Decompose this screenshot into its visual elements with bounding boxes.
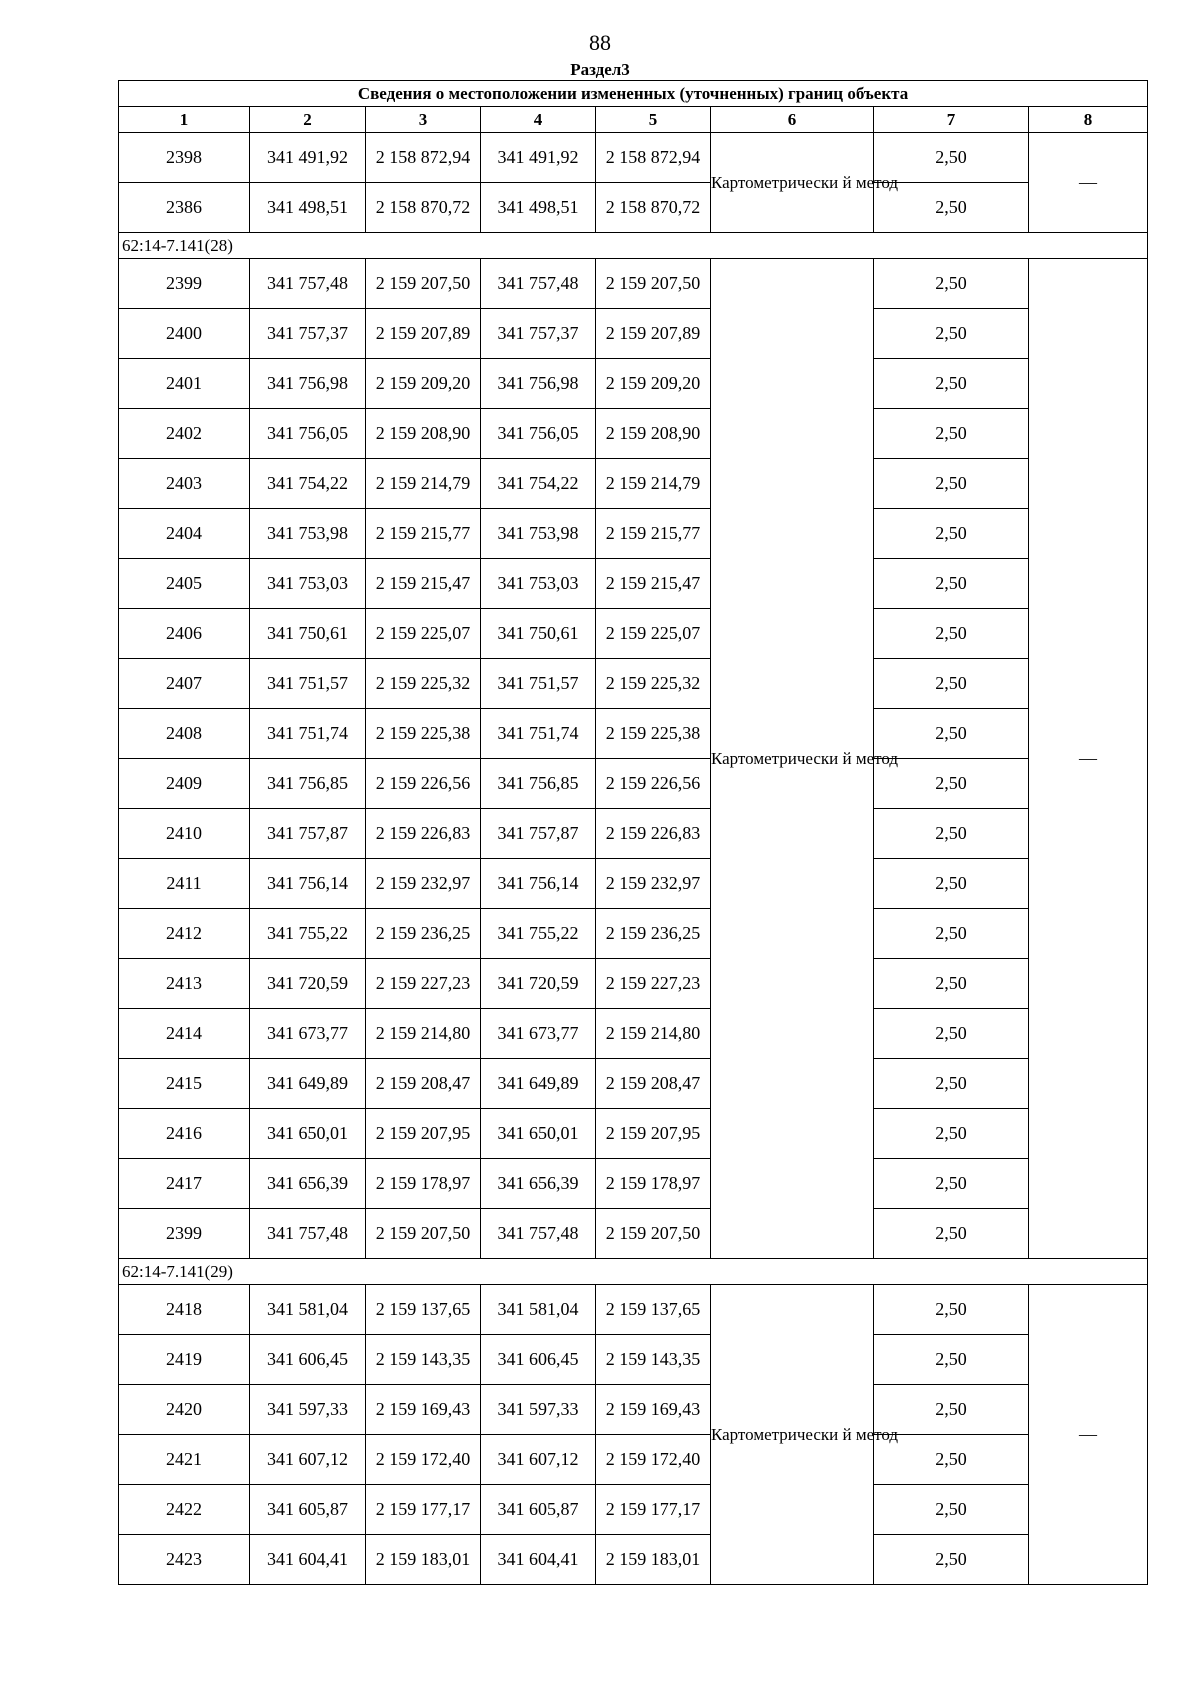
x-coordinate-cell: 341 751,57 (481, 659, 596, 709)
y-coordinate-cell: 2 159 137,65 (366, 1285, 481, 1335)
y-coordinate-cell: 2 159 236,25 (366, 909, 481, 959)
x-coordinate-cell: 341 656,39 (481, 1159, 596, 1209)
x-coordinate-cell: 341 673,77 (481, 1009, 596, 1059)
accuracy-cell: 2,50 (874, 709, 1029, 759)
x-coordinate-cell: 341 756,14 (250, 859, 366, 909)
x-coordinate-cell: 341 649,89 (250, 1059, 366, 1109)
y-coordinate-cell: 2 159 215,47 (596, 559, 711, 609)
point-number-cell: 2386 (119, 183, 250, 233)
x-coordinate-cell: 341 753,98 (250, 509, 366, 559)
column-number: 3 (366, 107, 481, 133)
x-coordinate-cell: 341 581,04 (481, 1285, 596, 1335)
x-coordinate-cell: 341 597,33 (250, 1385, 366, 1435)
y-coordinate-cell: 2 159 208,90 (596, 409, 711, 459)
description-cell: — (1029, 1285, 1148, 1585)
section-title: Раздел3 (570, 60, 630, 79)
y-coordinate-cell: 2 159 214,79 (366, 459, 481, 509)
point-number-cell: 2402 (119, 409, 250, 459)
point-number-cell: 2417 (119, 1159, 250, 1209)
x-coordinate-cell: 341 597,33 (481, 1385, 596, 1435)
x-coordinate-cell: 341 751,74 (250, 709, 366, 759)
x-coordinate-cell: 341 605,87 (250, 1485, 366, 1535)
point-number-cell: 2414 (119, 1009, 250, 1059)
point-number-cell: 2422 (119, 1485, 250, 1535)
accuracy-cell: 2,50 (874, 659, 1029, 709)
y-coordinate-cell: 2 159 226,56 (366, 759, 481, 809)
y-coordinate-cell: 2 159 207,89 (596, 309, 711, 359)
group-row (119, 1259, 1148, 1285)
accuracy-cell: 2,50 (874, 1009, 1029, 1059)
y-coordinate-cell: 2 159 225,07 (366, 609, 481, 659)
point-number-cell: 2410 (119, 809, 250, 859)
accuracy-cell: 2,50 (874, 259, 1029, 309)
table-row (119, 959, 1148, 1009)
x-coordinate-cell: 341 756,98 (250, 359, 366, 409)
y-coordinate-cell: 2 159 169,43 (366, 1385, 481, 1435)
y-coordinate-cell: 2 159 226,83 (596, 809, 711, 859)
x-coordinate-cell: 341 757,48 (250, 259, 366, 309)
x-coordinate-cell: 341 757,48 (481, 259, 596, 309)
point-number-cell: 2420 (119, 1385, 250, 1435)
y-coordinate-cell: 2 159 172,40 (596, 1435, 711, 1485)
x-coordinate-cell: 341 650,01 (481, 1109, 596, 1159)
x-coordinate-cell: 341 757,48 (250, 1209, 366, 1259)
y-coordinate-cell: 2 159 214,80 (366, 1009, 481, 1059)
group-row (119, 233, 1148, 259)
accuracy-cell: 2,50 (874, 1109, 1029, 1159)
y-coordinate-cell: 2 159 143,35 (366, 1335, 481, 1385)
x-coordinate-cell: 341 498,51 (481, 183, 596, 233)
accuracy-cell: 2,50 (874, 1159, 1029, 1209)
table-row (119, 409, 1148, 459)
table-row (119, 1059, 1148, 1109)
x-coordinate-cell: 341 754,22 (481, 459, 596, 509)
y-coordinate-cell: 2 158 870,72 (596, 183, 711, 233)
accuracy-cell: 2,50 (874, 459, 1029, 509)
accuracy-cell: 2,50 (874, 183, 1029, 233)
point-number-cell: 2405 (119, 559, 250, 609)
column-number: 2 (250, 107, 366, 133)
table-row (119, 1485, 1148, 1535)
method-cell: Картометрически й метод (711, 1285, 874, 1585)
x-coordinate-cell: 341 656,39 (250, 1159, 366, 1209)
y-coordinate-cell: 2 159 207,50 (596, 259, 711, 309)
y-coordinate-cell: 2 159 177,17 (366, 1485, 481, 1535)
table-row (119, 809, 1148, 859)
x-coordinate-cell: 341 491,92 (250, 133, 366, 183)
point-number-cell: 2418 (119, 1285, 250, 1335)
point-number-cell: 2416 (119, 1109, 250, 1159)
y-coordinate-cell: 2 159 232,97 (366, 859, 481, 909)
y-coordinate-cell: 2 159 178,97 (596, 1159, 711, 1209)
y-coordinate-cell: 2 159 215,77 (366, 509, 481, 559)
y-coordinate-cell: 2 159 169,43 (596, 1385, 711, 1435)
x-coordinate-cell: 341 755,22 (481, 909, 596, 959)
table-row (119, 133, 1148, 183)
table-row (119, 1009, 1148, 1059)
column-number: 5 (596, 107, 711, 133)
table-row (119, 1385, 1148, 1435)
x-coordinate-cell: 341 750,61 (250, 609, 366, 659)
x-coordinate-cell: 341 607,12 (250, 1435, 366, 1485)
table-row (119, 909, 1148, 959)
point-number-cell: 2423 (119, 1535, 250, 1585)
accuracy-cell: 2,50 (874, 1285, 1029, 1335)
accuracy-cell: 2,50 (874, 559, 1029, 609)
y-coordinate-cell: 2 158 872,94 (366, 133, 481, 183)
y-coordinate-cell: 2 159 207,95 (366, 1109, 481, 1159)
accuracy-cell: 2,50 (874, 1209, 1029, 1259)
accuracy-cell: 2,50 (874, 509, 1029, 559)
y-coordinate-cell: 2 159 226,83 (366, 809, 481, 859)
accuracy-cell: 2,50 (874, 1435, 1029, 1485)
table-row (119, 1535, 1148, 1585)
y-coordinate-cell: 2 159 225,32 (596, 659, 711, 709)
table-body (119, 133, 1148, 1585)
y-coordinate-cell: 2 159 225,38 (366, 709, 481, 759)
coordinates-table (118, 80, 1148, 1585)
accuracy-cell: 2,50 (874, 1059, 1029, 1109)
table-row (119, 359, 1148, 409)
y-coordinate-cell: 2 159 207,50 (596, 1209, 711, 1259)
accuracy-cell: 2,50 (874, 609, 1029, 659)
column-number: 1 (119, 107, 250, 133)
table-row (119, 1109, 1148, 1159)
table-row (119, 609, 1148, 659)
x-coordinate-cell: 341 581,04 (250, 1285, 366, 1335)
y-coordinate-cell: 2 159 207,50 (366, 259, 481, 309)
point-number-cell: 2399 (119, 1209, 250, 1259)
point-number-cell: 2415 (119, 1059, 250, 1109)
accuracy-cell: 2,50 (874, 309, 1029, 359)
x-coordinate-cell: 341 756,98 (481, 359, 596, 409)
column-number-row (119, 107, 1148, 133)
x-coordinate-cell: 341 757,37 (481, 309, 596, 359)
y-coordinate-cell: 2 159 208,47 (366, 1059, 481, 1109)
x-coordinate-cell: 341 650,01 (250, 1109, 366, 1159)
method-cell: Картометрически й метод (711, 259, 874, 1259)
x-coordinate-cell: 341 606,45 (250, 1335, 366, 1385)
x-coordinate-cell: 341 757,87 (481, 809, 596, 859)
accuracy-cell: 2,50 (874, 909, 1029, 959)
point-number-cell: 2412 (119, 909, 250, 959)
y-coordinate-cell: 2 159 226,56 (596, 759, 711, 809)
y-coordinate-cell: 2 159 183,01 (366, 1535, 481, 1585)
x-coordinate-cell: 341 756,85 (481, 759, 596, 809)
x-coordinate-cell: 341 606,45 (481, 1335, 596, 1385)
accuracy-cell: 2,50 (874, 809, 1029, 859)
column-number: 6 (711, 107, 874, 133)
y-coordinate-cell: 2 159 215,77 (596, 509, 711, 559)
group-label: 62:14-7.141(29) (119, 1259, 1148, 1285)
description-cell: — (1029, 133, 1148, 233)
y-coordinate-cell: 2 159 214,79 (596, 459, 711, 509)
table-row (119, 183, 1148, 233)
x-coordinate-cell: 341 605,87 (481, 1485, 596, 1535)
point-number-cell: 2411 (119, 859, 250, 909)
point-number-cell: 2399 (119, 259, 250, 309)
x-coordinate-cell: 341 604,41 (250, 1535, 366, 1585)
point-number-cell: 2403 (119, 459, 250, 509)
y-coordinate-cell: 2 158 870,72 (366, 183, 481, 233)
point-number-cell: 2407 (119, 659, 250, 709)
x-coordinate-cell: 341 755,22 (250, 909, 366, 959)
x-coordinate-cell: 341 491,92 (481, 133, 596, 183)
column-number: 4 (481, 107, 596, 133)
y-coordinate-cell: 2 159 177,17 (596, 1485, 711, 1535)
x-coordinate-cell: 341 757,37 (250, 309, 366, 359)
accuracy-cell: 2,50 (874, 1485, 1029, 1535)
accuracy-cell: 2,50 (874, 959, 1029, 1009)
y-coordinate-cell: 2 159 214,80 (596, 1009, 711, 1059)
point-number-cell: 2419 (119, 1335, 250, 1385)
point-number-cell: 2413 (119, 959, 250, 1009)
y-coordinate-cell: 2 159 209,20 (596, 359, 711, 409)
table-row (119, 1285, 1148, 1335)
y-coordinate-cell: 2 159 225,32 (366, 659, 481, 709)
point-number-cell: 2421 (119, 1435, 250, 1485)
table-row (119, 559, 1148, 609)
page-number: 88 (589, 30, 611, 55)
y-coordinate-cell: 2 159 236,25 (596, 909, 711, 959)
table-row (119, 459, 1148, 509)
y-coordinate-cell: 2 159 137,65 (596, 1285, 711, 1335)
column-number: 8 (1029, 107, 1148, 133)
point-number-cell: 2409 (119, 759, 250, 809)
table-row (119, 259, 1148, 309)
x-coordinate-cell: 341 756,05 (481, 409, 596, 459)
table-row (119, 1335, 1148, 1385)
y-coordinate-cell: 2 159 227,23 (596, 959, 711, 1009)
group-label: 62:14-7.141(28) (119, 233, 1148, 259)
x-coordinate-cell: 341 753,03 (250, 559, 366, 609)
table-row (119, 759, 1148, 809)
table-row (119, 659, 1148, 709)
table-row (119, 709, 1148, 759)
x-coordinate-cell: 341 604,41 (481, 1535, 596, 1585)
method-cell: Картометрически й метод (711, 133, 874, 233)
y-coordinate-cell: 2 159 143,35 (596, 1335, 711, 1385)
y-coordinate-cell: 2 159 207,89 (366, 309, 481, 359)
y-coordinate-cell: 2 159 215,47 (366, 559, 481, 609)
y-coordinate-cell: 2 159 207,95 (596, 1109, 711, 1159)
x-coordinate-cell: 341 756,05 (250, 409, 366, 459)
accuracy-cell: 2,50 (874, 1535, 1029, 1585)
y-coordinate-cell: 2 159 225,38 (596, 709, 711, 759)
accuracy-cell: 2,50 (874, 859, 1029, 909)
point-number-cell: 2404 (119, 509, 250, 559)
table-row (119, 859, 1148, 909)
y-coordinate-cell: 2 159 232,97 (596, 859, 711, 909)
y-coordinate-cell: 2 159 208,90 (366, 409, 481, 459)
table-row (119, 1159, 1148, 1209)
x-coordinate-cell: 341 673,77 (250, 1009, 366, 1059)
table-row (119, 509, 1148, 559)
x-coordinate-cell: 341 756,85 (250, 759, 366, 809)
point-number-cell: 2408 (119, 709, 250, 759)
x-coordinate-cell: 341 753,98 (481, 509, 596, 559)
x-coordinate-cell: 341 751,57 (250, 659, 366, 709)
x-coordinate-cell: 341 720,59 (481, 959, 596, 1009)
x-coordinate-cell: 341 649,89 (481, 1059, 596, 1109)
accuracy-cell: 2,50 (874, 1385, 1029, 1435)
y-coordinate-cell: 2 159 183,01 (596, 1535, 711, 1585)
y-coordinate-cell: 2 159 208,47 (596, 1059, 711, 1109)
x-coordinate-cell: 341 753,03 (481, 559, 596, 609)
x-coordinate-cell: 341 720,59 (250, 959, 366, 1009)
y-coordinate-cell: 2 159 225,07 (596, 609, 711, 659)
accuracy-cell: 2,50 (874, 409, 1029, 459)
y-coordinate-cell: 2 158 872,94 (596, 133, 711, 183)
y-coordinate-cell: 2 159 209,20 (366, 359, 481, 409)
x-coordinate-cell: 341 751,74 (481, 709, 596, 759)
description-cell: — (1029, 259, 1148, 1259)
accuracy-cell: 2,50 (874, 759, 1029, 809)
x-coordinate-cell: 341 756,14 (481, 859, 596, 909)
accuracy-cell: 2,50 (874, 1335, 1029, 1385)
table-row (119, 1435, 1148, 1485)
y-coordinate-cell: 2 159 227,23 (366, 959, 481, 1009)
x-coordinate-cell: 341 757,48 (481, 1209, 596, 1259)
x-coordinate-cell: 341 757,87 (250, 809, 366, 859)
y-coordinate-cell: 2 159 207,50 (366, 1209, 481, 1259)
accuracy-cell: 2,50 (874, 359, 1029, 409)
point-number-cell: 2398 (119, 133, 250, 183)
x-coordinate-cell: 341 750,61 (481, 609, 596, 659)
x-coordinate-cell: 341 754,22 (250, 459, 366, 509)
table-row (119, 309, 1148, 359)
x-coordinate-cell: 341 607,12 (481, 1435, 596, 1485)
y-coordinate-cell: 2 159 172,40 (366, 1435, 481, 1485)
accuracy-cell: 2,50 (874, 133, 1029, 183)
point-number-cell: 2406 (119, 609, 250, 659)
y-coordinate-cell: 2 159 178,97 (366, 1159, 481, 1209)
point-number-cell: 2400 (119, 309, 250, 359)
table-row (119, 1209, 1148, 1259)
column-number: 7 (874, 107, 1029, 133)
table-caption: Сведения о местоположении измененных (уточненных) границ объекта (119, 81, 1148, 107)
point-number-cell: 2401 (119, 359, 250, 409)
x-coordinate-cell: 341 498,51 (250, 183, 366, 233)
